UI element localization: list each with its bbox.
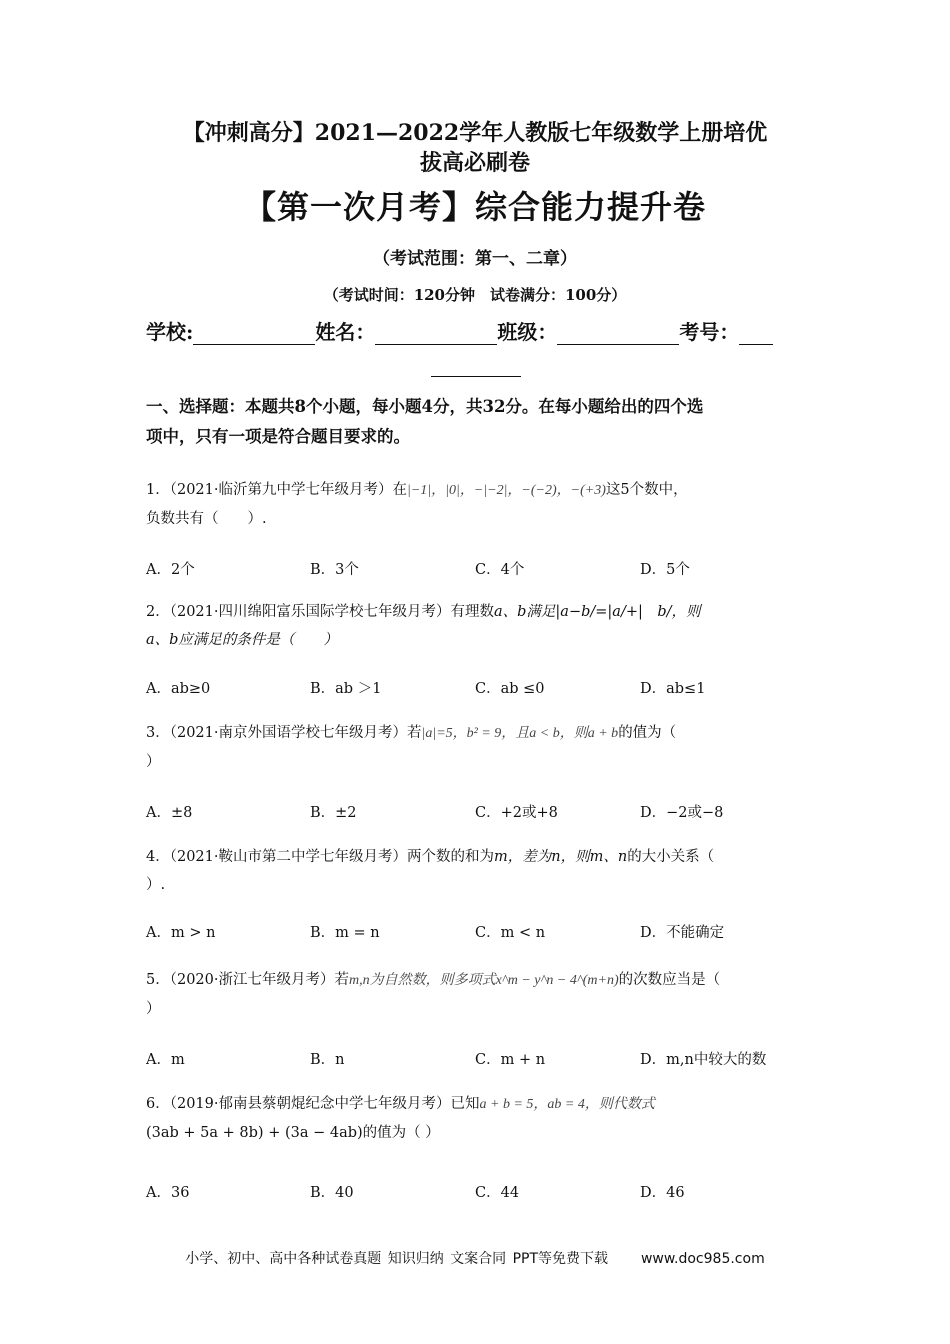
question-line2: a、b应满足的条件是（ ） — [146, 632, 338, 648]
question-source: （2020·浙江七年级月考）若 — [169, 972, 349, 988]
student-info-row — [146, 316, 826, 345]
question-line2: ） — [146, 1001, 161, 1017]
question-2 — [146, 598, 806, 654]
option-c[interactable]: C．m + n — [475, 1052, 546, 1068]
option-b[interactable]: B．ab ＞1 — [310, 681, 382, 697]
question-1 — [146, 476, 806, 533]
option-a[interactable]: A．±8 — [146, 805, 193, 821]
class-label: 班级： — [497, 320, 558, 344]
option-a[interactable]: A．36 — [146, 1185, 190, 1201]
option-c[interactable]: C．+2或+8 — [475, 805, 558, 821]
question-line2: ）. — [146, 877, 166, 893]
question-line2: ） — [146, 754, 161, 770]
question-6 — [146, 1090, 806, 1147]
exam-no-blank — [739, 324, 773, 345]
section-heading — [146, 392, 816, 452]
question-tail: 的次数应当是（ — [618, 972, 721, 988]
exam-no-blank-continued — [431, 376, 521, 377]
option-c[interactable]: C．4个 — [475, 562, 525, 578]
question-math: a + b = 5，ab = 4，则代数式 — [479, 1097, 655, 1112]
exam-title-line2: 拔高必刷卷 — [419, 150, 530, 176]
question-number: 6． — [146, 1096, 170, 1112]
option-d[interactable]: D．5个 — [640, 562, 690, 578]
footer-text: 小学、初中、高中各种试卷真题 知识归纳 文案合同 PPT等免费下载 — [185, 1251, 609, 1267]
school-blank — [193, 324, 315, 345]
question-2-options — [146, 677, 806, 701]
question-4 — [146, 843, 806, 899]
option-d[interactable]: D．−2或−8 — [640, 805, 724, 821]
option-b[interactable]: B．m = n — [310, 925, 380, 941]
section-heading-line2: 项中，只有一项是符合题目要求的。 — [146, 427, 410, 446]
question-number: 1． — [146, 482, 170, 498]
option-b[interactable]: B．n — [310, 1052, 345, 1068]
option-b[interactable]: B．3个 — [310, 562, 359, 578]
option-c[interactable]: C．ab ≤0 — [475, 681, 545, 697]
question-math: a、b满足|a−b/=|a/+| b/，则 — [494, 604, 701, 620]
page-footer — [0, 1248, 950, 1268]
question-tail: 这5个数中， — [605, 482, 688, 498]
option-d[interactable]: D．不能确定 — [640, 925, 725, 941]
question-math: |−1|，|0|，−|−2|，−(−2)，−(+3) — [407, 483, 606, 498]
name-label: 姓名： — [315, 320, 376, 344]
question-tail: 的大小关系（ — [627, 849, 715, 865]
question-source: （2021·南京外国语学校七年级月考）若 — [169, 725, 422, 741]
option-a[interactable]: A．ab≥0 — [146, 681, 211, 697]
exam-title-line1: 【冲刺高分】2021—2022学年人教版七年级数学上册培优 — [182, 120, 768, 146]
question-tail: 的值为（ — [618, 725, 677, 741]
question-number: 2． — [146, 604, 170, 620]
question-source: （2021·临沂第九中学七年级月考）在 — [169, 482, 407, 498]
option-d[interactable]: D．46 — [640, 1185, 685, 1201]
option-c[interactable]: C．m < n — [475, 925, 546, 941]
question-5-options — [146, 1048, 806, 1072]
option-d[interactable]: D．ab≤1 — [640, 681, 706, 697]
option-d[interactable]: D．m,n中较大的数 — [640, 1052, 767, 1068]
question-source: （2021·四川绵阳富乐国际学校七年级月考）有理数 — [169, 604, 494, 620]
exam-no-label: 考号： — [679, 320, 740, 344]
question-math: m，差为n，则m、n — [494, 849, 628, 865]
question-6-options — [146, 1181, 806, 1205]
option-b[interactable]: B．40 — [310, 1185, 354, 1201]
exam-main-title: 【第一次月考】综合能力提升卷 — [243, 188, 706, 226]
question-line2: 负数共有（ ）. — [146, 511, 267, 527]
question-line2: (3ab + 5a + 8b) + (3a − 4ab)的值为（ ） — [146, 1125, 440, 1141]
option-a[interactable]: A．m > n — [146, 925, 216, 941]
question-5 — [146, 966, 806, 1023]
question-number: 4． — [146, 849, 170, 865]
section-heading-line1: 一、选择题：本题共8个小题，每小题4分，共32分。在每小题给出的四个选 — [146, 397, 704, 416]
question-4-options — [146, 921, 806, 945]
question-3-options — [146, 801, 806, 825]
question-math: |a|=5，b² = 9，且a < b，则a + b — [421, 726, 619, 741]
option-c[interactable]: C．44 — [475, 1185, 520, 1201]
question-math: m,n为自然数，则多项式x^m − y^n − 4^(m+n) — [349, 973, 619, 988]
exam-scope: （考试范围：第一、二章） — [373, 249, 577, 269]
question-number: 5． — [146, 972, 170, 988]
option-a[interactable]: A．m — [146, 1052, 185, 1068]
question-1-options — [146, 558, 806, 582]
question-source: （2019·郁南县蔡朝焜纪念中学七年级月考）已知 — [169, 1096, 480, 1112]
question-3 — [146, 719, 806, 776]
question-number: 3． — [146, 725, 170, 741]
option-b[interactable]: B．±2 — [310, 805, 357, 821]
footer-url[interactable]: www.doc985.com — [640, 1251, 765, 1267]
question-source: （2021·鞍山市第二中学七年级月考）两个数的和为 — [169, 849, 494, 865]
exam-time-score: （考试时间：120分钟 试卷满分：100分） — [323, 286, 627, 304]
option-a[interactable]: A．2个 — [146, 562, 195, 578]
class-blank — [557, 324, 679, 345]
school-label: 学校: — [146, 320, 194, 344]
name-blank — [375, 324, 497, 345]
